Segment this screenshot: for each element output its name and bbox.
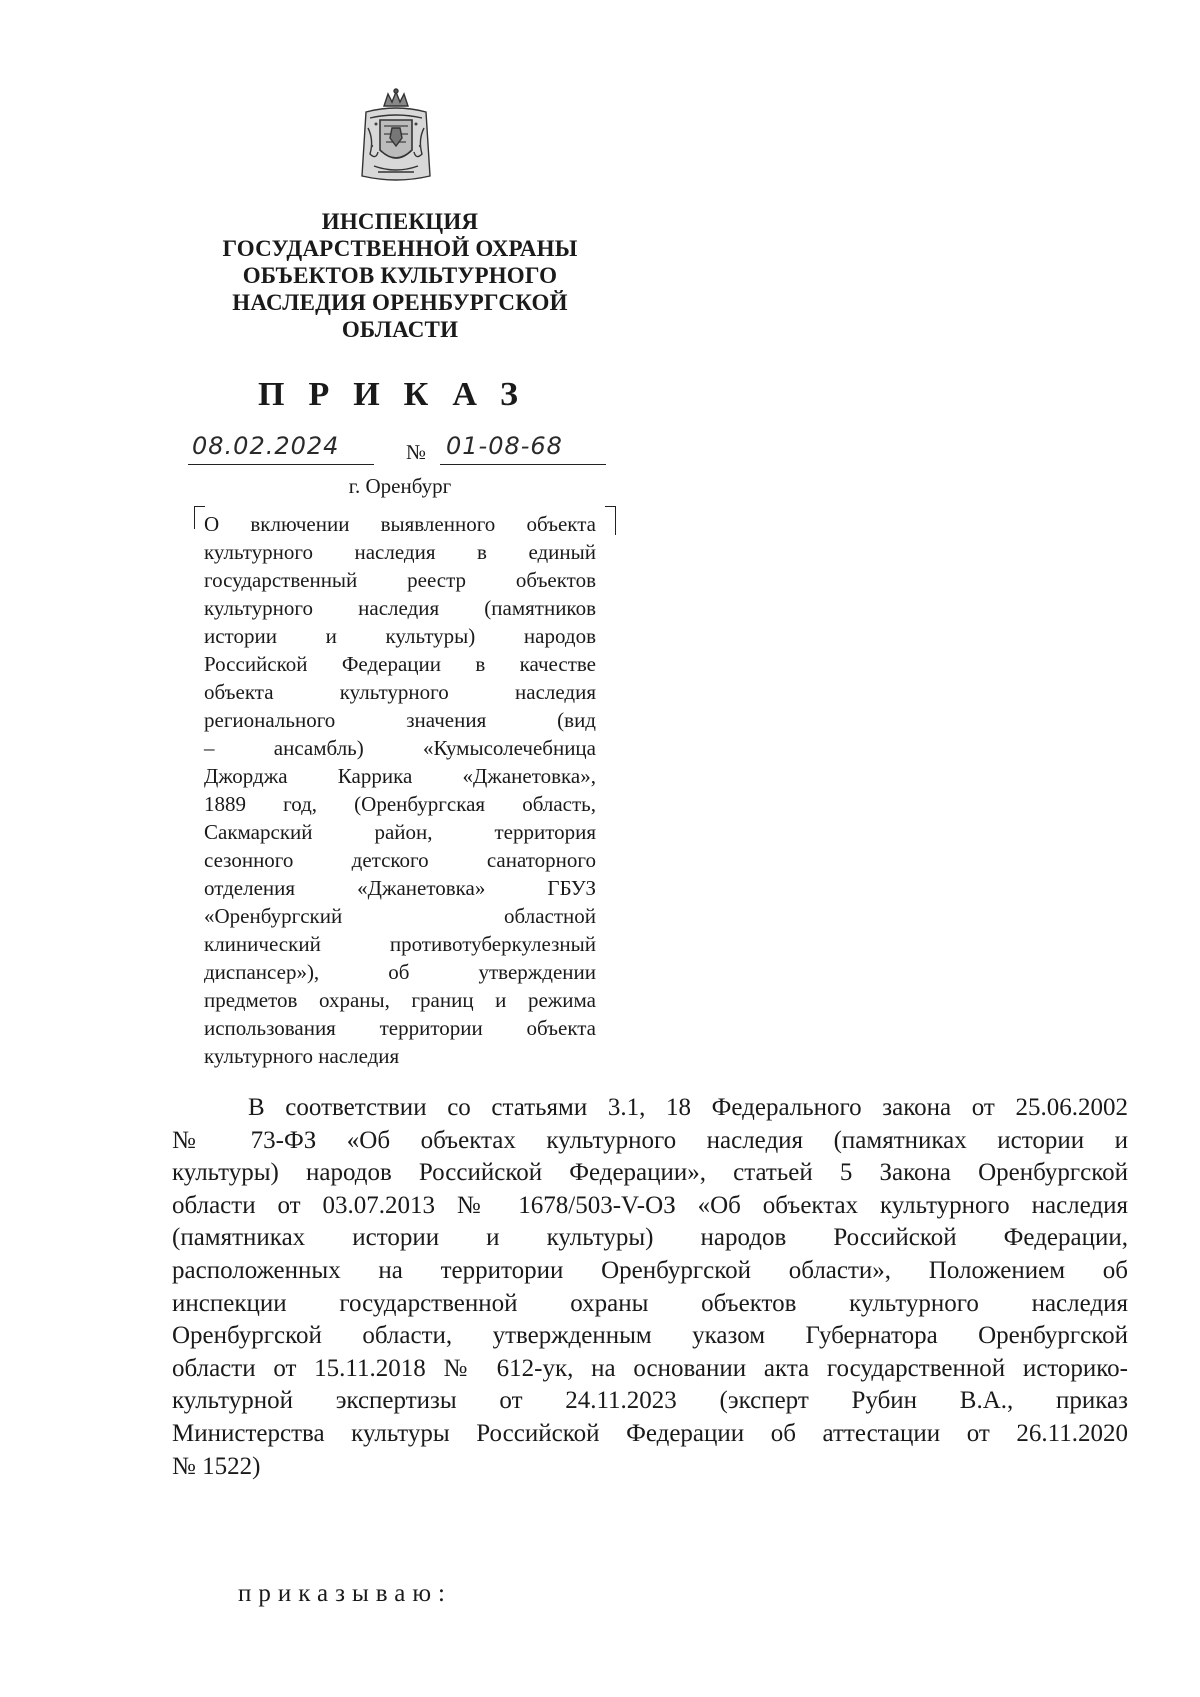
- body-line: культурной экспертизы от 24.11.2023 (эксперт Рубин В.А., приказ: [172, 1387, 1128, 1415]
- org-line: ОБЛАСТИ: [341, 317, 459, 342]
- order-number: 01-08-68: [440, 432, 606, 465]
- subject-line: истории и культуры) народов: [204, 624, 596, 648]
- subject-line: предметов охраны, границ и режима: [204, 988, 596, 1012]
- subject-line: Российской Федерации в качестве: [204, 652, 596, 676]
- body-line: расположенных на территории Оренбургской области», Положением об: [172, 1256, 1128, 1284]
- subject-line: регионального значения (вид: [204, 708, 596, 732]
- subject-line: государственный реестр объектов: [204, 568, 596, 592]
- subject-line: использования территории объекта: [204, 1016, 596, 1040]
- subject-line: объекта культурного наследия: [204, 680, 596, 704]
- order-subject: [204, 510, 596, 1070]
- order-preamble: [172, 1092, 1128, 1483]
- subject-line: культурного наследия: [204, 1044, 400, 1068]
- subject-line: О включении выявленного объекта: [204, 512, 596, 536]
- body-line: № 73-ФЗ «Об объектах культурного наследия (памятниках истории и: [172, 1126, 1128, 1154]
- document-type-title: ПРИКАЗ: [258, 376, 542, 413]
- subject-line: – ансамбль) «Кумысолечебница: [204, 736, 596, 760]
- date-number-line: [188, 432, 608, 472]
- org-line: ГОСУДАРСТВЕННОЙ ОХРАНЫ: [222, 236, 578, 261]
- body-line: области от 15.11.2018 № 612-ук, на основании акта государственной историко-: [172, 1354, 1128, 1382]
- body-line: инспекции государственной охраны объектов культурного наследия: [172, 1289, 1128, 1317]
- subject-line: 1889 год, (Оренбургская область,: [204, 792, 596, 816]
- org-line: ИНСПЕКЦИЯ: [321, 209, 479, 234]
- subject-line: отделения «Джанетовка» ГБУЗ: [204, 876, 596, 900]
- subject-line: Сакмарский район, территория: [204, 820, 596, 844]
- org-line: НАСЛЕДИЯ ОРЕНБУРГСКОЙ: [232, 290, 568, 315]
- body-line: культуры) народов Российской Федерации», статьей 5 Закона Оренбургской: [172, 1159, 1128, 1187]
- body-line: Министерства культуры Российской Федерации об аттестации от 26.11.2020: [172, 1419, 1128, 1447]
- body-line: (памятниках истории и культуры) народов Российской Федерации,: [172, 1224, 1128, 1252]
- number-label: №: [406, 440, 427, 464]
- subject-line: диспансер»), об утверждении: [204, 960, 596, 984]
- subject-line: клинический противотуберкулезный: [204, 932, 596, 956]
- subject-line: «Оренбургский областной: [204, 904, 596, 928]
- decree-word: приказываю:: [238, 1580, 452, 1607]
- org-line: ОБЪЕКТОВ КУЛЬТУРНОГО: [242, 263, 558, 288]
- subject-line: культурного наследия (памятников: [204, 596, 596, 620]
- body-line: Оренбургской области, утвержденным указом Губернатора Оренбургской: [172, 1322, 1128, 1350]
- body-line: области от 03.07.2013 № 1678/503-V-ОЗ «Об объектах культурного наследия: [172, 1191, 1128, 1219]
- body-line: В соответствии со статьями 3.1, 18 Федерального закона от 25.06.2002: [248, 1094, 1128, 1121]
- order-date: 08.02.2024: [188, 432, 374, 465]
- city: г. Оренбург: [348, 474, 452, 498]
- organization-name: [190, 208, 610, 343]
- coat-of-arms-icon: [356, 88, 436, 188]
- subject-line: культурного наследия в единый: [204, 540, 596, 564]
- subject-line: Джорджа Каррика «Джанетовка»,: [204, 764, 596, 788]
- subject-line: сезонного детского санаторного: [204, 848, 596, 872]
- subject-bracket-right: [605, 506, 616, 535]
- body-line: № 1522): [172, 1452, 261, 1480]
